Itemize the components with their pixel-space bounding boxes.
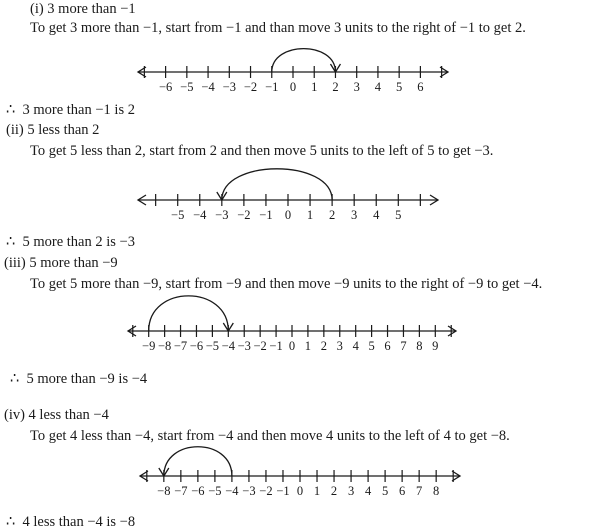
tick-label: −6 [158,80,173,94]
tick-label: 9 [432,339,439,353]
tick-label: −4 [225,484,239,498]
tick-label: −8 [157,339,172,353]
tick-label: 0 [284,208,292,222]
tick-label: 5 [368,339,375,353]
part-4-explanation: To get 4 less than −4, start from −4 and then move 4 units to the left of 4 to get −8. [30,428,510,444]
tick-label: −4 [221,339,235,353]
tick-label: −7 [174,484,188,498]
tick-label: 4 [373,208,380,222]
part-1-heading: (i) 3 more than −1 [30,1,136,17]
tick-label: 7 [416,484,423,498]
part-2-explanation: To get 5 less than 2, start from 2 and then move 5 units to the left of 5 to get −3. [30,143,494,159]
part-4-conclusion [6,513,135,531]
tick-label: 1 [304,339,312,353]
tick-label: −6 [189,339,204,353]
therefore-symbol: ∴ [6,234,16,250]
tick-label: −5 [205,339,220,353]
tick-label: 2 [320,339,327,353]
tick-label: −1 [265,80,279,94]
tick-label: −5 [208,484,222,498]
tick-label: −2 [243,80,258,94]
tick-label: 2 [332,80,339,94]
tick-label: −4 [201,80,215,94]
part-2-conclusion-text: 5 more than 2 is −3 [22,234,135,250]
tick-label: 8 [416,339,423,353]
tick-label: −5 [180,80,194,94]
part-4-heading: (iv) 4 less than −4 [4,407,109,423]
tick-label: 1 [306,208,314,222]
part-1-conclusion-text: 3 more than −1 is 2 [22,102,135,118]
tick-label: 5 [396,80,403,94]
part-4-conclusion-text: 4 less than −4 is −8 [22,514,136,530]
tick-label: −2 [237,208,251,222]
tick-label: 7 [400,339,407,353]
part-3-conclusion-text: 5 more than −9 is −4 [26,371,148,387]
tick-label: −3 [222,80,236,94]
tick-label: 6 [399,484,406,498]
tick-label: −7 [173,339,188,353]
tick-label: −6 [191,484,205,498]
part-1-explanation: To get 3 more than −1, start from −1 and than move 3 units to the right of −1 to get 2. [30,20,526,36]
tick-label: −3 [242,484,256,498]
part-2-heading: (ii) 5 less than 2 [6,122,100,138]
tick-label: −1 [259,208,273,222]
tick-label: −1 [276,484,290,498]
tick-label: −4 [193,208,207,222]
part-3-explanation: To get 5 more than −9, start from −9 and then move −9 units to the right of −9 to get −4. [30,276,543,292]
tick-label: 4 [364,484,372,498]
tick-label: −9 [142,339,156,353]
tick-label: 2 [330,484,338,498]
tick-label: 5 [381,484,389,498]
tick-label: −8 [157,484,171,498]
tick-label: 1 [313,484,321,498]
tick-label: 6 [417,80,424,94]
tick-label: −2 [253,339,267,353]
tick-label: −3 [237,339,251,353]
tick-label: 0 [289,80,297,94]
tick-label: 1 [311,80,318,94]
part-3-heading: (iii) 5 more than −9 [4,255,118,271]
tick-label: 3 [353,80,360,94]
tick-label: 2 [328,208,336,222]
tick-label: 4 [374,80,382,94]
tick-label: 8 [433,484,440,498]
tick-label: 0 [296,484,304,498]
tick-label: 3 [351,208,358,222]
therefore-symbol: ∴ [6,102,16,118]
tick-label: −5 [171,208,185,222]
tick-label: 0 [288,339,296,353]
tick-label: 6 [384,339,391,353]
tick-label: −1 [269,339,283,353]
tick-label: −2 [259,484,273,498]
tick-label: 5 [395,208,402,222]
tick-label: 3 [336,339,343,353]
tick-label: −3 [215,208,229,222]
therefore-symbol: ∴ [10,371,20,387]
therefore-symbol: ∴ [6,514,16,530]
tick-label: 4 [352,339,359,353]
tick-label: 3 [347,484,355,498]
